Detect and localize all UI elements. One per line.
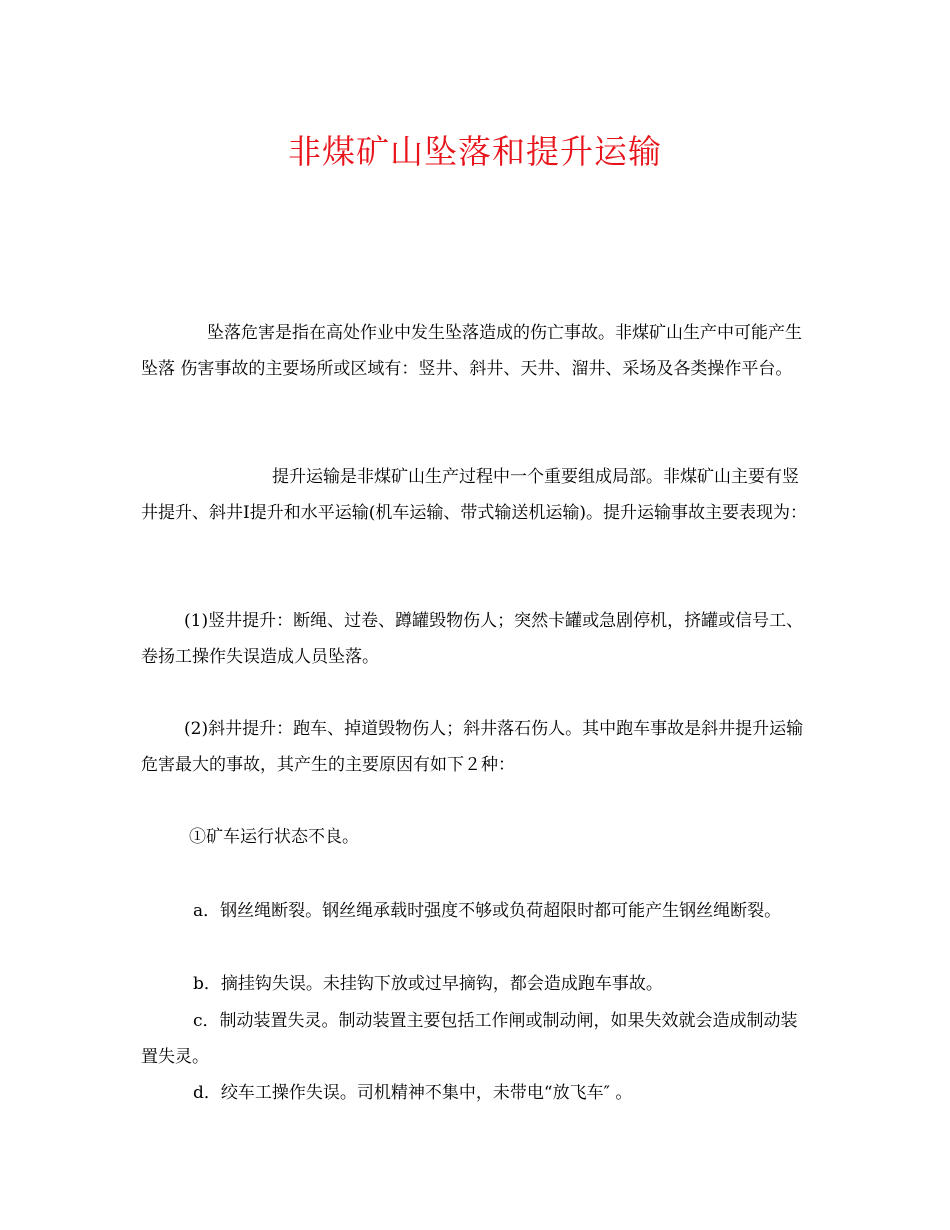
- paragraph-item-b: b．摘挂钩失误。未挂钩下放或过早摘钩，都会造成跑车事故。: [193, 974, 663, 994]
- paragraph-item-d: d．绞车工操作失误。司机精神不集中，未带电“放飞车″ 。: [193, 1083, 633, 1103]
- paragraph-vertical-shaft: (1)竖井提升：断绳、过卷、蹲罐毁物伤人；突然卡罐或急剧停机，挤罐或信号工、卷扬工操作失误造成人员坠落。: [141, 611, 804, 667]
- paragraph-inclined-shaft: (2)斜井提升：跑车、掉道毁物伤人；斜井落石伤人。其中跑车事故是斜井提升运输危害最大的事故，其产生的主要原因有如下２种：: [141, 719, 804, 775]
- paragraph-item-a: a．钢丝绳断裂。钢丝绳承载时强度不够或负荷超限时都可能产生钢丝绳断裂。: [193, 901, 782, 921]
- paragraph-item-c: c．制动装置失灵。制动装置主要包括工作闸或制动闸，如果失效就会造成制动装置失灵。: [141, 1011, 798, 1067]
- paragraph-mine-car-state: ①矿车运行状态不良。: [189, 827, 359, 847]
- document-title: 非煤矿山坠落和提升运输: [288, 132, 662, 171]
- paragraph-fall-hazard: 坠落危害是指在高处作业中发生坠落造成的伤亡事故。非煤矿山生产中可能产生坠落 伤害事故的主要场所或区域有：竖井、斜井、天井、溜井、采场及各类操作平台。: [141, 323, 802, 379]
- paragraph-hoisting-overview: 提升运输是非煤矿山生产过程中一个重要组成局部。非煤矿山主要有竖井提升、斜井Ⅰ提升和水平运输(机车运输、带式输送机运输)。提升运输事故主要表现为：: [141, 467, 807, 523]
